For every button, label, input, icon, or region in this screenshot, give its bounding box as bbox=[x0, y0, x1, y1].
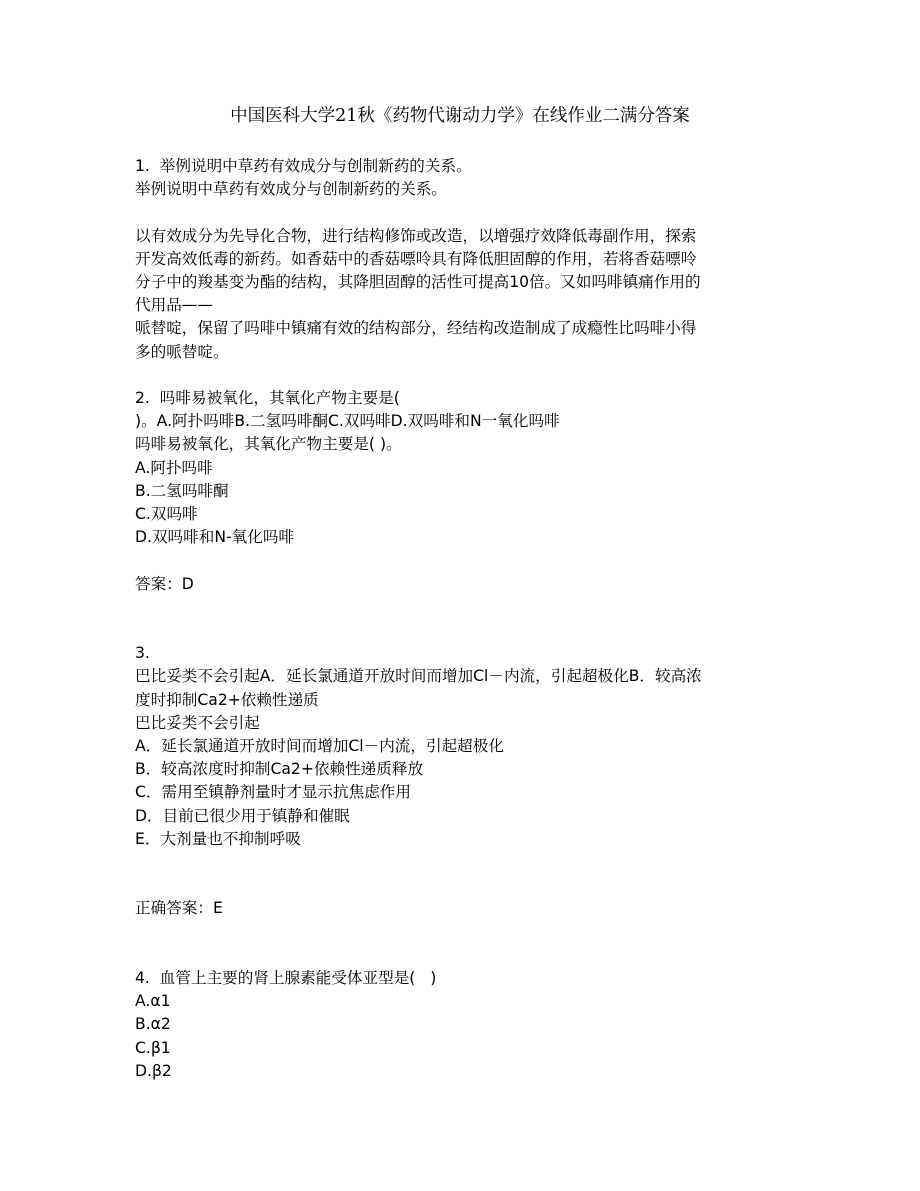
option-b: B.α2 bbox=[135, 1015, 171, 1034]
option-a: A.阿扑吗啡 bbox=[135, 458, 213, 477]
question-3 bbox=[135, 642, 790, 920]
question-heading-cont: )。A.阿扑吗啡B.二氢吗啡酮C.双吗啡D.双吗啡和N一氧化吗啡 bbox=[135, 412, 560, 431]
option-c: C.β1 bbox=[135, 1038, 171, 1057]
answer-line: 代用品—— bbox=[135, 296, 213, 315]
option-c: C.双吗啡 bbox=[135, 505, 198, 524]
question-stem: 吗啡易被氧化，其氧化产物主要是( )。 bbox=[135, 435, 402, 454]
answer-line: 以有效成分为先导化合物，进行结构修饰或改造，以增强疗效降低毒副作用，探索 bbox=[135, 226, 697, 245]
answer-line: 分子中的羧基变为酯的结构，其降胆固醇的活性可提高10倍。又如吗啡镇痛作用的 bbox=[135, 273, 701, 291]
answer-line: 开发高效低毒的新药。如香菇中的香菇嘌呤具有降低胆固醇的作用，若将香菇嘌呤 bbox=[135, 249, 697, 268]
option-e: E．大剂量也不抑制呼吸 bbox=[135, 829, 301, 848]
option-d: D.双吗啡和N-氧化吗啡 bbox=[135, 528, 295, 547]
option-d: D.β2 bbox=[135, 1061, 172, 1080]
question-stem: 举例说明中草药有效成分与创制新药的关系。 bbox=[135, 180, 447, 199]
document-title: 中国医科大学21秋《药物代谢动力学》在线作业二满分答案 bbox=[230, 106, 690, 126]
question-number: 3. bbox=[135, 644, 150, 663]
question-heading-cont: 度时抑制Ca2+依赖性递质 bbox=[135, 690, 319, 709]
option-b: B．较高浓度时抑制Ca2+依赖性递质释放 bbox=[135, 760, 424, 779]
option-a: A．延长氯通道开放时间而增加Cl－内流，引起超极化 bbox=[135, 737, 504, 756]
question-heading: 4. 血管上主要的肾上腺素能受体亚型是( ) bbox=[135, 969, 437, 988]
option-d: D．目前已很少用于镇静和催眠 bbox=[135, 806, 350, 825]
option-c: C．需用至镇静剂量时才显示抗焦虑作用 bbox=[135, 783, 411, 802]
question-heading: 1. 举例说明中草药有效成分与创制新药的关系。 bbox=[135, 157, 472, 175]
question-heading: 2. 吗啡易被氧化，其氧化产物主要是( bbox=[135, 389, 400, 407]
answer: 答案：D bbox=[135, 574, 194, 593]
option-a: A.α1 bbox=[135, 992, 171, 1011]
answer-line: 多的哌替啶。 bbox=[135, 342, 229, 361]
document-body bbox=[135, 155, 790, 1083]
question-2 bbox=[135, 387, 790, 596]
option-b: B.二氢吗啡酮 bbox=[135, 481, 229, 500]
question-4 bbox=[135, 967, 790, 1083]
answer: 正确答案：E bbox=[135, 899, 223, 918]
question-1 bbox=[135, 155, 790, 364]
question-heading: 巴比妥类不会引起A．延长氯通道开放时间而增加Cl－内流，引起超极化B．较高浓 bbox=[135, 667, 702, 686]
answer-line: 哌替啶，保留了吗啡中镇痛有效的结构部分，经结构改造制成了成瘾性比吗啡小得 bbox=[135, 319, 697, 338]
question-stem: 巴比妥类不会引起 bbox=[135, 713, 260, 732]
